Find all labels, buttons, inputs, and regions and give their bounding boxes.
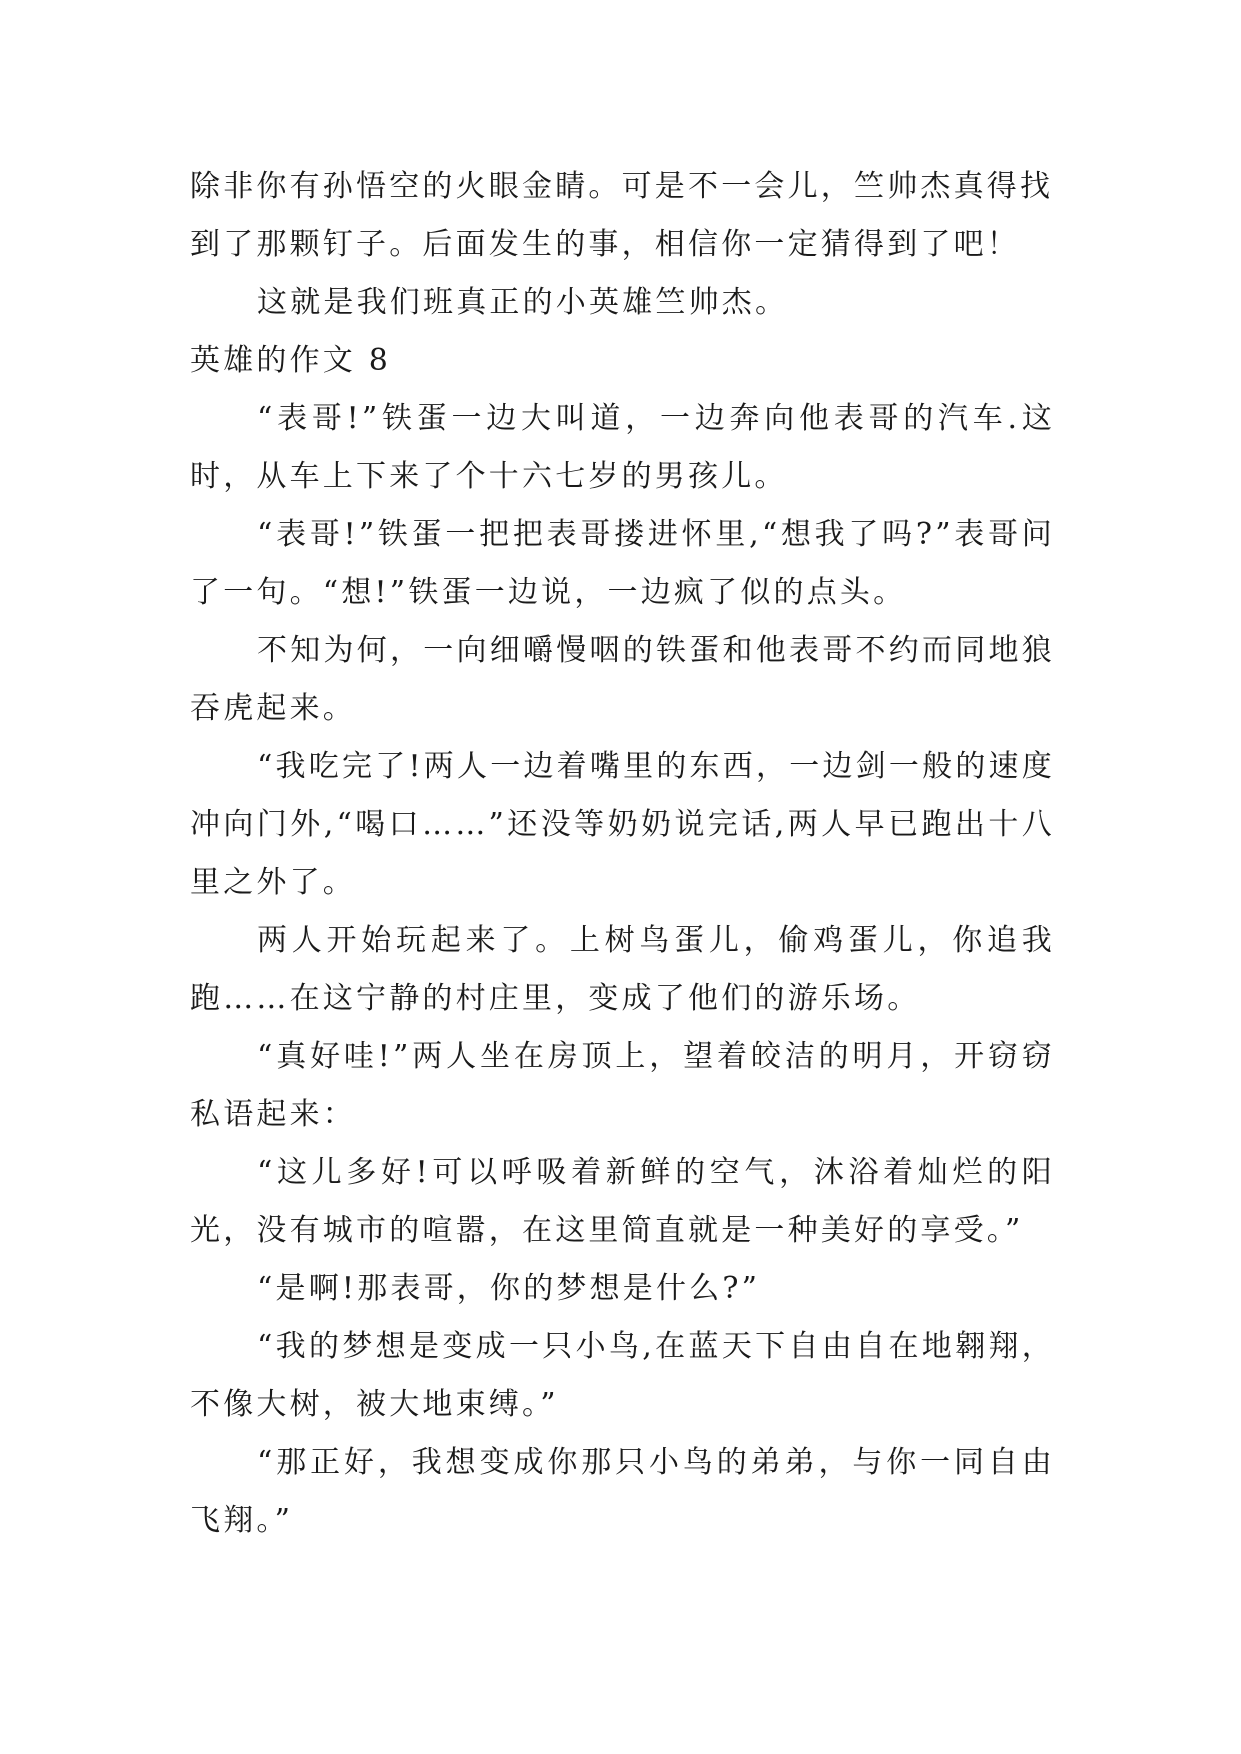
paragraph-continuation: 除非你有孙悟空的火眼金睛。可是不一会儿，竺帅杰真得找到了那颗钉子。后面发生的事，相信你一定猜得到了吧！: [190, 169, 1054, 262]
paragraph: 两人开始玩起来了。上树鸟蛋儿，偷鸡蛋儿，你追我跑……在这宁静的村庄里，变成了他们的游乐场。: [190, 923, 1055, 1016]
paragraph: 不知为何，一向细嚼慢咽的铁蛋和他表哥不约而同地狼吞虎起来。: [190, 633, 1055, 726]
paragraph: “我吃完了!两人一边着嘴里的东西，一边剑一般的速度冲向门外,“喝口……”还没等奶奶说完话,两人早已跑出十八里之外了。: [190, 749, 1055, 900]
paragraph: 这就是我们班真正的小英雄竺帅杰。: [257, 285, 789, 320]
paragraph: “真好哇!”两人坐在房顶上，望着皎洁的明月，开窃窃私语起来：: [190, 1039, 1055, 1132]
paragraph: “表哥!”铁蛋一把把表哥搂进怀里,“想我了吗?”表哥问了一句。“想!”铁蛋一边说，一边疯了似的点头。: [190, 517, 1055, 610]
essay-body: [190, 158, 1055, 1550]
paragraph: “是啊!那表哥，你的梦想是什么?”: [257, 1271, 761, 1306]
paragraph: “我的梦想是变成一只小鸟,在蓝天下自由自在地翱翔，不像大树，被大地束缚。”: [190, 1329, 1055, 1422]
essay-title: 英雄的作文 8: [190, 343, 392, 378]
paragraph: “这儿多好!可以呼吸着新鲜的空气，沐浴着灿烂的阳光，没有城市的喧嚣，在这里简直就是一种美好的享受。”: [190, 1155, 1055, 1248]
paragraph: “表哥!”铁蛋一边大叫道，一边奔向他表哥的汽车.这时，从车上下来了个十六七岁的男孩儿。: [190, 401, 1055, 494]
paragraph: “那正好，我想变成你那只小鸟的弟弟，与你一同自由飞翔。”: [190, 1445, 1055, 1538]
